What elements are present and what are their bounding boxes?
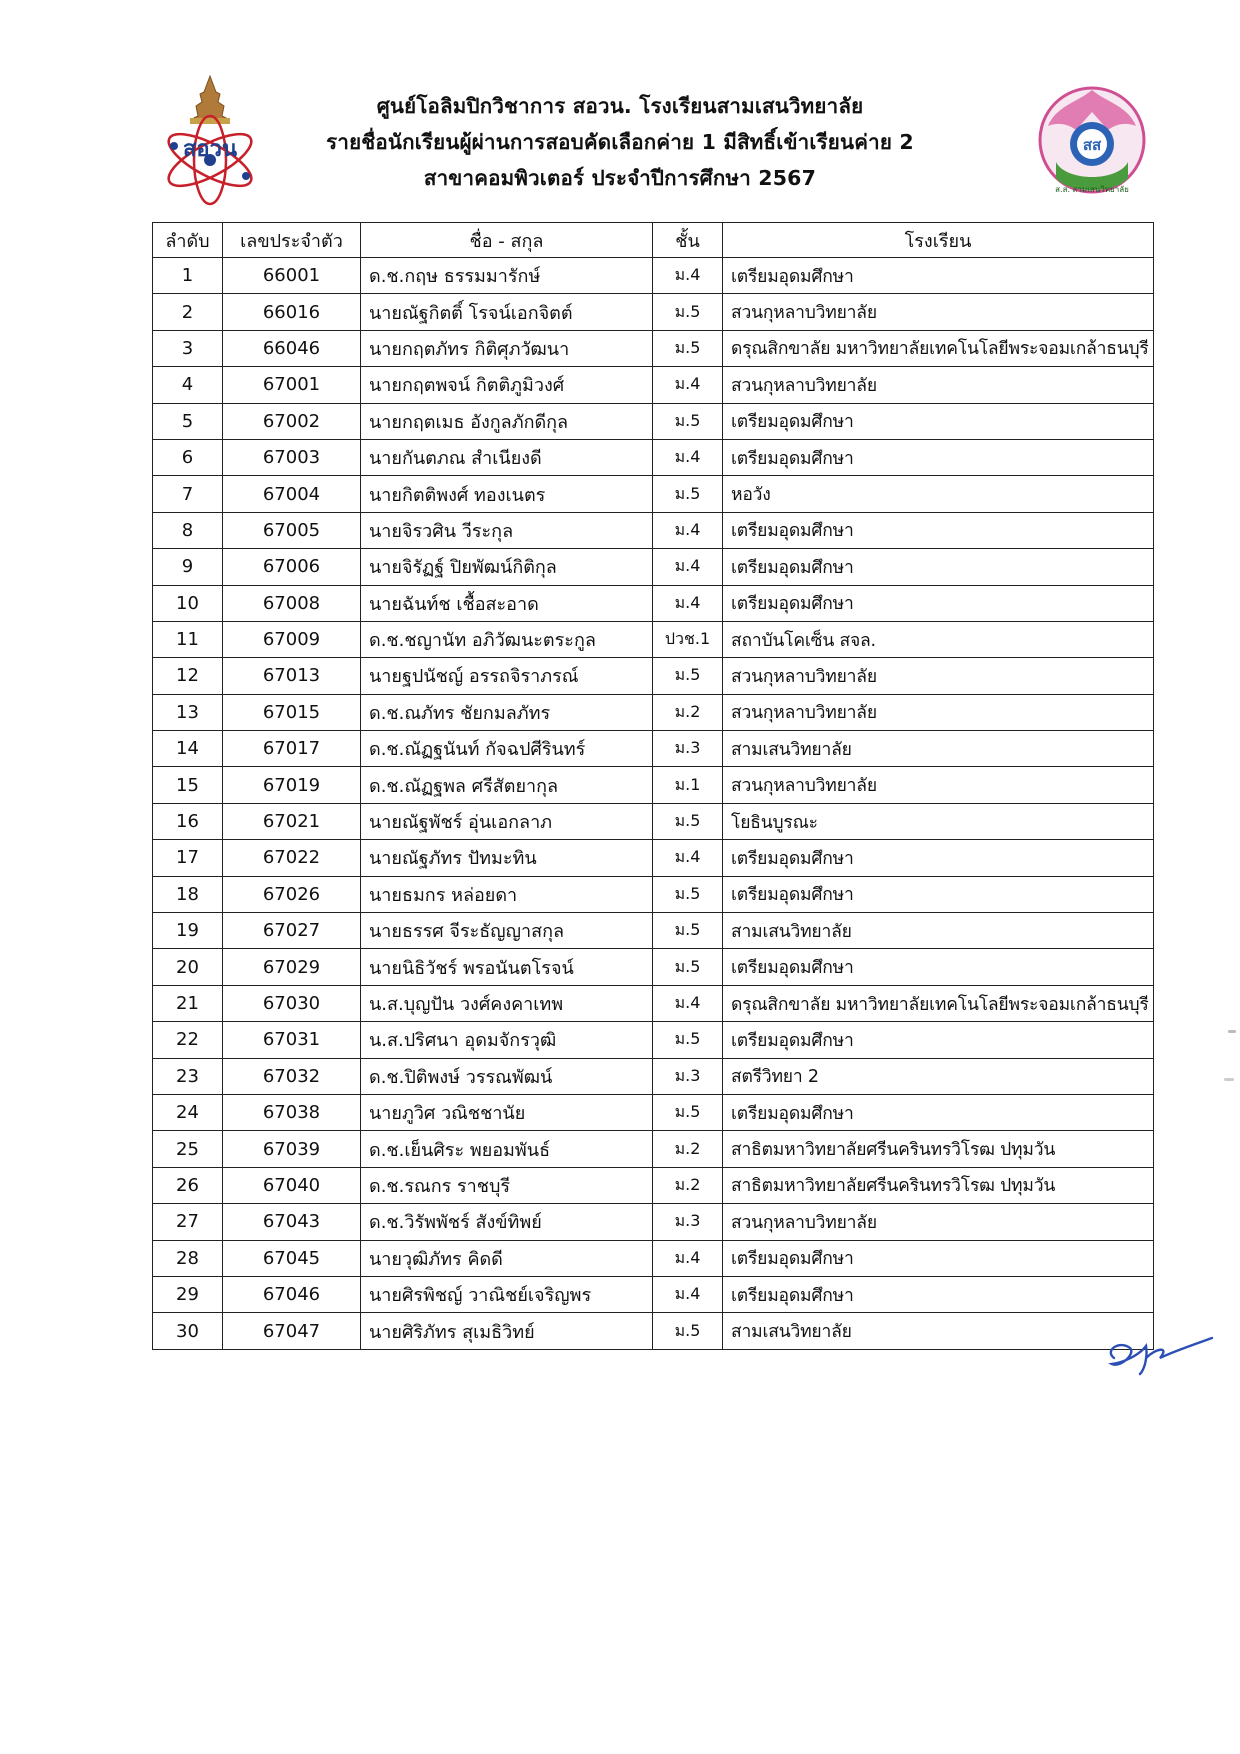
table-row xyxy=(153,621,1154,657)
row-school: สาธิตมหาวิทยาลัยศรีนครินทรวิโรฒ ปทุมวัน xyxy=(723,1167,1154,1203)
row-school: สาธิตมหาวิทยาลัยศรีนครินทรวิโรฒ ปทุมวัน xyxy=(723,1131,1154,1167)
row-order: 26 xyxy=(153,1167,223,1203)
table-row xyxy=(153,512,1154,548)
table-row xyxy=(153,949,1154,985)
row-level: ม.5 xyxy=(653,803,723,839)
signature xyxy=(1100,1328,1220,1378)
row-school: โยธินบูรณะ xyxy=(723,803,1154,839)
row-student-name: นายกฤตภัทร กิติศุภวัฒนา xyxy=(361,330,653,366)
row-order: 25 xyxy=(153,1131,223,1167)
row-level: ม.5 xyxy=(653,658,723,694)
samsen-school-crest-icon xyxy=(1036,82,1148,202)
row-school: เตรียมอุดมศึกษา xyxy=(723,403,1154,439)
table-row xyxy=(153,876,1154,912)
table-row xyxy=(153,1313,1154,1349)
row-order: 20 xyxy=(153,949,223,985)
row-level: ม.4 xyxy=(653,985,723,1021)
row-student-id: 67022 xyxy=(223,840,361,876)
row-student-id: 67043 xyxy=(223,1204,361,1240)
row-school: สามเสนวิทยาลัย xyxy=(723,731,1154,767)
row-order: 15 xyxy=(153,767,223,803)
row-level: ม.5 xyxy=(653,913,723,949)
row-student-id: 67032 xyxy=(223,1058,361,1094)
row-school: เตรียมอุดมศึกษา xyxy=(723,439,1154,475)
row-student-id: 67040 xyxy=(223,1167,361,1203)
table-row xyxy=(153,403,1154,439)
table-row xyxy=(153,913,1154,949)
row-student-name: ด.ช.กฤษ ธรรมมารักษ์ xyxy=(361,258,653,294)
row-level: ม.5 xyxy=(653,476,723,512)
row-student-id: 67015 xyxy=(223,694,361,730)
row-level: ม.4 xyxy=(653,549,723,585)
row-school: เตรียมอุดมศึกษา xyxy=(723,1022,1154,1058)
row-order: 2 xyxy=(153,294,223,330)
row-student-id: 67026 xyxy=(223,876,361,912)
table-row xyxy=(153,1276,1154,1312)
table-row xyxy=(153,294,1154,330)
table-row xyxy=(153,985,1154,1021)
table-row xyxy=(153,658,1154,694)
row-order: 18 xyxy=(153,876,223,912)
row-student-name: ด.ช.วิรัพพัชร์ สังข์ทิพย์ xyxy=(361,1204,653,1240)
row-student-name: ด.ช.รณกร ราชบุรี xyxy=(361,1167,653,1203)
row-student-name: นายกฤตเมธ อังกูลภักดีกุล xyxy=(361,403,653,439)
row-level: ปวช.1 xyxy=(653,621,723,657)
row-order: 11 xyxy=(153,621,223,657)
row-level: ม.4 xyxy=(653,512,723,548)
row-student-id: 66046 xyxy=(223,330,361,366)
row-student-name: นายกันตภณ สำเนียงดี xyxy=(361,439,653,475)
table-row xyxy=(153,585,1154,621)
row-order: 27 xyxy=(153,1204,223,1240)
table-header-row xyxy=(153,223,1154,258)
row-school: สตรีวิทยา 2 xyxy=(723,1058,1154,1094)
row-order: 19 xyxy=(153,913,223,949)
row-student-id: 67005 xyxy=(223,512,361,548)
row-student-name: นายจิรวศิน วีระกุล xyxy=(361,512,653,548)
row-order: 22 xyxy=(153,1022,223,1058)
row-student-id: 67021 xyxy=(223,803,361,839)
row-student-id: 67031 xyxy=(223,1022,361,1058)
row-student-name: นายธรรศ จีระธัญญาสกุล xyxy=(361,913,653,949)
row-student-name: น.ส.ปริศนา อุดมจักรวุฒิ xyxy=(361,1022,653,1058)
row-student-id: 66016 xyxy=(223,294,361,330)
row-student-name: นายธมกร หล่อยดา xyxy=(361,876,653,912)
row-school: เตรียมอุดมศึกษา xyxy=(723,876,1154,912)
row-student-name: นายฉันท์ช เชื้อสะอาด xyxy=(361,585,653,621)
row-student-id: 67006 xyxy=(223,549,361,585)
row-student-name: นายนิธิวัชร์ พรอนันตโรจน์ xyxy=(361,949,653,985)
row-school: ดรุณสิกขาลัย มหาวิทยาลัยเทคโนโลยีพระจอมเกล้าธนบุรี xyxy=(723,985,1154,1021)
row-school: เตรียมอุดมศึกษา xyxy=(723,512,1154,548)
header-order: ลำดับ xyxy=(153,223,223,258)
table-row xyxy=(153,1240,1154,1276)
row-order: 13 xyxy=(153,694,223,730)
row-student-id: 67038 xyxy=(223,1094,361,1130)
row-level: ม.5 xyxy=(653,876,723,912)
row-order: 17 xyxy=(153,840,223,876)
row-school: ดรุณสิกขาลัย มหาวิทยาลัยเทคโนโลยีพระจอมเกล้าธนบุรี xyxy=(723,330,1154,366)
scan-speck xyxy=(1228,1030,1236,1033)
row-level: ม.5 xyxy=(653,330,723,366)
row-student-id: 67029 xyxy=(223,949,361,985)
row-school: สามเสนวิทยาลัย xyxy=(723,1313,1154,1349)
row-student-name: ด.ช.ปิติพงษ์ วรรณพัฒน์ xyxy=(361,1058,653,1094)
row-student-id: 67001 xyxy=(223,367,361,403)
row-school: สถาบันโคเซ็น สจล. xyxy=(723,621,1154,657)
table-row xyxy=(153,1131,1154,1167)
row-level: ม.4 xyxy=(653,1276,723,1312)
row-order: 21 xyxy=(153,985,223,1021)
table-row xyxy=(153,731,1154,767)
row-level: ม.1 xyxy=(653,767,723,803)
row-school: หอวัง xyxy=(723,476,1154,512)
header-school: โรงเรียน xyxy=(723,223,1154,258)
row-level: ม.4 xyxy=(653,258,723,294)
header-level: ชั้น xyxy=(653,223,723,258)
table-row xyxy=(153,767,1154,803)
row-order: 3 xyxy=(153,330,223,366)
row-level: ม.2 xyxy=(653,1167,723,1203)
row-order: 7 xyxy=(153,476,223,512)
row-student-name: นายกิตติพงศ์ ทองเนตร xyxy=(361,476,653,512)
row-student-id: 67004 xyxy=(223,476,361,512)
table-row xyxy=(153,439,1154,475)
row-student-id: 67047 xyxy=(223,1313,361,1349)
row-level: ม.2 xyxy=(653,1131,723,1167)
row-student-id: 67045 xyxy=(223,1240,361,1276)
row-student-id: 67013 xyxy=(223,658,361,694)
row-order: 4 xyxy=(153,367,223,403)
row-student-name: นายจิรัฏฐ์ ปิยพัฒน์กิติกุล xyxy=(361,549,653,585)
row-order: 9 xyxy=(153,549,223,585)
row-student-name: นายภูวิศ วณิชชานัย xyxy=(361,1094,653,1130)
svg-text:สส: สส xyxy=(1082,136,1102,154)
row-student-name: ด.ช.ชญานัท อภิวัฒนะตระกูล xyxy=(361,621,653,657)
table-row xyxy=(153,549,1154,585)
row-student-id: 67009 xyxy=(223,621,361,657)
row-school: เตรียมอุดมศึกษา xyxy=(723,585,1154,621)
row-level: ม.4 xyxy=(653,1240,723,1276)
row-student-name: ด.ช.ณัฏฐนันท์ กัจฉปศีรินทร์ xyxy=(361,731,653,767)
row-order: 8 xyxy=(153,512,223,548)
header-line-3: สาขาคอมพิวเตอร์ ประจำปีการศึกษา 2567 xyxy=(423,166,817,190)
row-order: 28 xyxy=(153,1240,223,1276)
row-order: 16 xyxy=(153,803,223,839)
row-order: 12 xyxy=(153,658,223,694)
svg-text:สอวน: สอวน xyxy=(182,137,238,162)
row-school: เตรียมอุดมศึกษา xyxy=(723,1276,1154,1312)
row-order: 23 xyxy=(153,1058,223,1094)
row-school: สวนกุหลาบวิทยาลัย xyxy=(723,367,1154,403)
handwritten-signature-icon xyxy=(1100,1328,1220,1378)
row-student-name: นายวุฒิภัทร คิดดี xyxy=(361,1240,653,1276)
student-roster-table xyxy=(152,222,1154,1350)
table-row xyxy=(153,367,1154,403)
row-order: 30 xyxy=(153,1313,223,1349)
row-level: ม.5 xyxy=(653,294,723,330)
row-order: 6 xyxy=(153,439,223,475)
table-row xyxy=(153,1094,1154,1130)
row-order: 14 xyxy=(153,731,223,767)
row-school: เตรียมอุดมศึกษา xyxy=(723,1240,1154,1276)
row-level: ม.4 xyxy=(653,439,723,475)
row-school: สวนกุหลาบวิทยาลัย xyxy=(723,1204,1154,1240)
row-school: เตรียมอุดมศึกษา xyxy=(723,549,1154,585)
row-order: 24 xyxy=(153,1094,223,1130)
row-student-name: นายกฤตพจน์ กิตติภูมิวงศ์ xyxy=(361,367,653,403)
row-student-name: ด.ช.ณภัทร ชัยกมลภัทร xyxy=(361,694,653,730)
row-student-id: 67003 xyxy=(223,439,361,475)
row-student-name: นายฐปนัชญ์ อรรถจิราภรณ์ xyxy=(361,658,653,694)
row-level: ม.4 xyxy=(653,585,723,621)
row-school: เตรียมอุดมศึกษา xyxy=(723,258,1154,294)
row-school: เตรียมอุดมศึกษา xyxy=(723,840,1154,876)
row-student-id: 67008 xyxy=(223,585,361,621)
row-student-id: 67030 xyxy=(223,985,361,1021)
row-student-name: นายศิรพิชญ์ วาณิชย์เจริญพร xyxy=(361,1276,653,1312)
row-order: 1 xyxy=(153,258,223,294)
row-school: เตรียมอุดมศึกษา xyxy=(723,1094,1154,1130)
row-student-name: นายณัฐภัทร ปัทมะทิน xyxy=(361,840,653,876)
table-row xyxy=(153,1167,1154,1203)
table-row xyxy=(153,1022,1154,1058)
row-student-name: นายณัฐกิตติ์ โรจน์เอกจิตต์ xyxy=(361,294,653,330)
row-student-id: 67027 xyxy=(223,913,361,949)
table-row xyxy=(153,1204,1154,1240)
header-line-1: ศูนย์โอลิมปิกวิชาการ สอวน. โรงเรียนสามเสนวิทยาลัย xyxy=(376,94,864,118)
row-school: สวนกุหลาบวิทยาลัย xyxy=(723,658,1154,694)
row-level: ม.4 xyxy=(653,367,723,403)
table-row xyxy=(153,840,1154,876)
header-line-2: รายชื่อนักเรียนผู้ผ่านการสอบคัดเลือกค่าย 1 มีสิทธิ์เข้าเรียนค่าย 2 xyxy=(326,130,914,154)
row-student-name: ด.ช.เย็นศิระ พยอมพันธ์ xyxy=(361,1131,653,1167)
row-school: สามเสนวิทยาลัย xyxy=(723,913,1154,949)
table-row xyxy=(153,803,1154,839)
row-student-id: 67039 xyxy=(223,1131,361,1167)
row-student-id: 66001 xyxy=(223,258,361,294)
row-student-name: นายศิริภัทร สุเมธิวิทย์ xyxy=(361,1313,653,1349)
table-body xyxy=(153,258,1154,1350)
table-row xyxy=(153,330,1154,366)
table-row xyxy=(153,1058,1154,1094)
row-student-id: 67017 xyxy=(223,731,361,767)
row-level: ม.5 xyxy=(653,1022,723,1058)
header-id: เลขประจำตัว xyxy=(223,223,361,258)
row-school: สวนกุหลาบวิทยาลัย xyxy=(723,694,1154,730)
row-level: ม.5 xyxy=(653,949,723,985)
row-student-id: 67019 xyxy=(223,767,361,803)
samsen-school-logo xyxy=(1036,82,1148,202)
row-level: ม.5 xyxy=(653,403,723,439)
row-level: ม.3 xyxy=(653,1204,723,1240)
row-level: ม.4 xyxy=(653,840,723,876)
row-order: 10 xyxy=(153,585,223,621)
row-school: เตรียมอุดมศึกษา xyxy=(723,949,1154,985)
row-student-name: ด.ช.ณัฏฐพล ศรีสัตยากุล xyxy=(361,767,653,803)
table-row xyxy=(153,476,1154,512)
row-school: สวนกุหลาบวิทยาลัย xyxy=(723,767,1154,803)
row-school: สวนกุหลาบวิทยาลัย xyxy=(723,294,1154,330)
row-student-id: 67002 xyxy=(223,403,361,439)
scan-speck xyxy=(1224,1078,1234,1081)
svg-text:ส.ส. สามเสนวิทยาลัย: ส.ส. สามเสนวิทยาลัย xyxy=(1055,185,1129,194)
row-order: 29 xyxy=(153,1276,223,1312)
row-level: ม.5 xyxy=(653,1313,723,1349)
row-student-name: น.ส.บุญปัน วงศ์คงคาเทพ xyxy=(361,985,653,1021)
table-row xyxy=(153,694,1154,730)
header-name: ชื่อ - สกุล xyxy=(361,223,653,258)
row-level: ม.2 xyxy=(653,694,723,730)
row-student-id: 67046 xyxy=(223,1276,361,1312)
row-order: 5 xyxy=(153,403,223,439)
row-level: ม.3 xyxy=(653,1058,723,1094)
row-student-name: นายณัฐพัชร์ อุ่นเอกลาภ xyxy=(361,803,653,839)
table-row xyxy=(153,258,1154,294)
row-level: ม.3 xyxy=(653,731,723,767)
row-level: ม.5 xyxy=(653,1094,723,1130)
